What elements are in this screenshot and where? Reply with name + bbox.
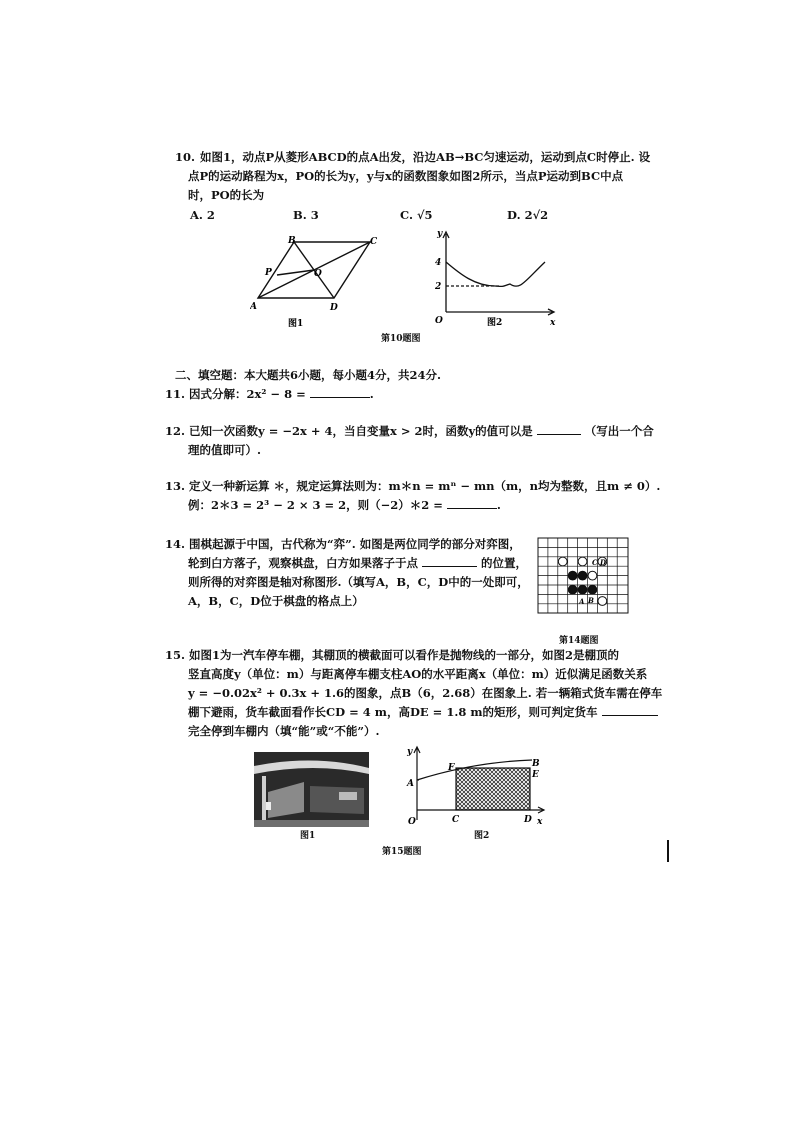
white-stone	[588, 571, 597, 580]
q15-line4-row	[188, 703, 658, 722]
black-stone	[578, 585, 587, 594]
q12-line1-tail: （写出一个合	[584, 424, 654, 438]
label-d: D	[330, 303, 338, 313]
q12-line1: 已知一次函数y = −2x + 4，当自变量x > 2时，函数y的值可以是	[189, 424, 533, 438]
black-stone	[568, 585, 577, 594]
q13-answer-blank[interactable]	[447, 496, 497, 509]
q10-line1: 如图1，动点P从菱形ABCD的点A出发，沿边AB→BC匀速运动，运动到点C时停止. 设	[200, 150, 651, 164]
q12-line1-row	[165, 422, 654, 441]
q15-fig2-caption: 图2	[474, 831, 490, 841]
black-stone	[588, 585, 597, 594]
tick-2: 2	[435, 282, 442, 292]
black-stone	[578, 571, 587, 580]
q10-option-d: D. 2√2	[507, 208, 549, 222]
function-curve	[446, 262, 545, 286]
q10-number: 10.	[175, 150, 196, 164]
q15-line4: 棚下避雨，货车截面看作长CD = 4 m，高DE = 1.8 m的矩形，则可判定货车	[188, 705, 598, 719]
q12-number: 12.	[165, 424, 186, 438]
label-o: O	[314, 269, 322, 279]
white-stone	[578, 557, 587, 566]
q14-figure-caption: 第14题图	[559, 636, 599, 646]
q13-line1: 定义一种新运算 ＊，规定运算法则为：m＊n = mⁿ − mn（m，n均为整数，且m ≠ 0）.	[189, 479, 661, 493]
q14-number: 14.	[165, 537, 186, 551]
q14-line1: 围棋起源于中国，古代称为“弈”. 如图是两位同学的部分对弈图，	[189, 537, 521, 551]
origin-label: O	[435, 316, 443, 326]
fig2-caption: 图2	[487, 318, 503, 328]
q11-text: 因式分解：2x² − 8 =	[189, 387, 306, 401]
q11-answer-blank[interactable]	[310, 385, 370, 398]
q13-number: 13.	[165, 479, 186, 493]
board-label-b: B	[588, 596, 594, 605]
board-label-a: A	[579, 597, 585, 606]
carport-pillar	[262, 776, 266, 822]
q14-line1-row	[165, 535, 521, 554]
point-a-label: A	[407, 779, 414, 789]
point-b-label: B	[532, 759, 540, 769]
q15-line5: 完全停到车棚内（填“能”或“不能”）.	[188, 724, 380, 738]
section2-heading: 二、填空题：本大题共6小题，每小题4分，共24分.	[175, 368, 442, 382]
q10-rhombus-figure	[250, 232, 390, 332]
q15-answer-blank[interactable]	[602, 703, 658, 716]
q14-line3: 则所得的对弈图是轴对称图形.（填写A，B，C，D中的一处即可，	[188, 575, 529, 589]
label-c: C	[370, 237, 378, 247]
q15-line1: 如图1为一汽车停车棚，其棚顶的横截面可以看作是抛物线的一部分，如图2是棚顶的	[189, 648, 620, 662]
q15-line3: y = −0.02x² + 0.3x + 1.6的图象，点B（6，2.68）在图象上. 若一辆箱式货车需在停车	[188, 686, 663, 700]
point-e-label: E	[532, 770, 539, 780]
q15-line1-row	[165, 646, 619, 665]
board-label-d: D	[600, 558, 607, 567]
q12-answer-blank[interactable]	[537, 422, 581, 435]
q15-fig1-caption: 图1	[300, 831, 316, 841]
q13-line2-row: 例：2＊3 = 2³ − 2 × 3 = 2，则（−2）＊2 = .	[188, 498, 501, 512]
label-b: B	[288, 236, 296, 246]
point-c-label: C	[452, 815, 460, 825]
q14-answer-blank[interactable]	[422, 554, 477, 567]
label-a: A	[250, 302, 257, 312]
q11-number: 11.	[165, 387, 186, 401]
q13-line2: 例：2＊3 = 2³ − 2 × 3 = 2，则（−2）＊2 =	[188, 498, 443, 512]
q15-line2: 竖直高度y（单位：m）与距离停车棚支柱AO的水平距离x（单位：m）近似满足函数关系	[188, 667, 648, 681]
q15-number: 15.	[165, 648, 186, 662]
q10-option-a: A. 2	[190, 208, 215, 222]
fig1-caption: 图1	[288, 319, 304, 329]
q12-line2: 理的值即可）.	[188, 443, 262, 457]
q11: 11. 因式分解：2x² − 8 = .	[165, 387, 374, 401]
q10-figure-caption: 第10题图	[381, 334, 421, 344]
q15-figure-caption: 第15题图	[382, 847, 422, 857]
q14-line4: A，B，C，D位于棋盘的格点上）	[188, 594, 364, 608]
truck-rectangle	[456, 768, 530, 810]
carport-photo	[254, 752, 369, 827]
white-stone	[598, 597, 607, 606]
axis-y-label: y	[407, 747, 413, 757]
q10-graph-figure	[425, 226, 565, 331]
board-label-c: C	[592, 558, 598, 567]
q15-graph-figure	[404, 744, 554, 828]
q14-line2b: 的位置，	[481, 556, 528, 570]
q13-line1-row	[165, 477, 660, 496]
q14-line2-row	[188, 554, 527, 573]
q10-option-c: C. √5	[400, 208, 433, 222]
tick-4: 4	[435, 258, 442, 268]
axis-x-label: x	[537, 817, 543, 827]
axis-x-label: x	[550, 318, 556, 328]
scan-mark	[667, 840, 669, 862]
label-p: P	[265, 268, 272, 278]
black-stone	[568, 571, 577, 580]
go-board	[537, 537, 633, 633]
q10-option-b: B. 3	[293, 208, 319, 222]
white-stone	[558, 557, 567, 566]
q14-line2a: 轮到白方落子，观察棋盘，白方如果落子于点	[188, 556, 418, 570]
point-f-label: F	[448, 763, 455, 773]
origin-label: O	[408, 817, 416, 827]
axis-y-label: y	[437, 229, 443, 239]
q10-line3: 时，PO的长为	[188, 188, 265, 202]
q10-line2: 点P的运动路程为x，PO的长为y，y与x的函数图象如图2所示，当点P运动到BC中点	[188, 169, 624, 183]
point-d-label: D	[524, 815, 532, 825]
